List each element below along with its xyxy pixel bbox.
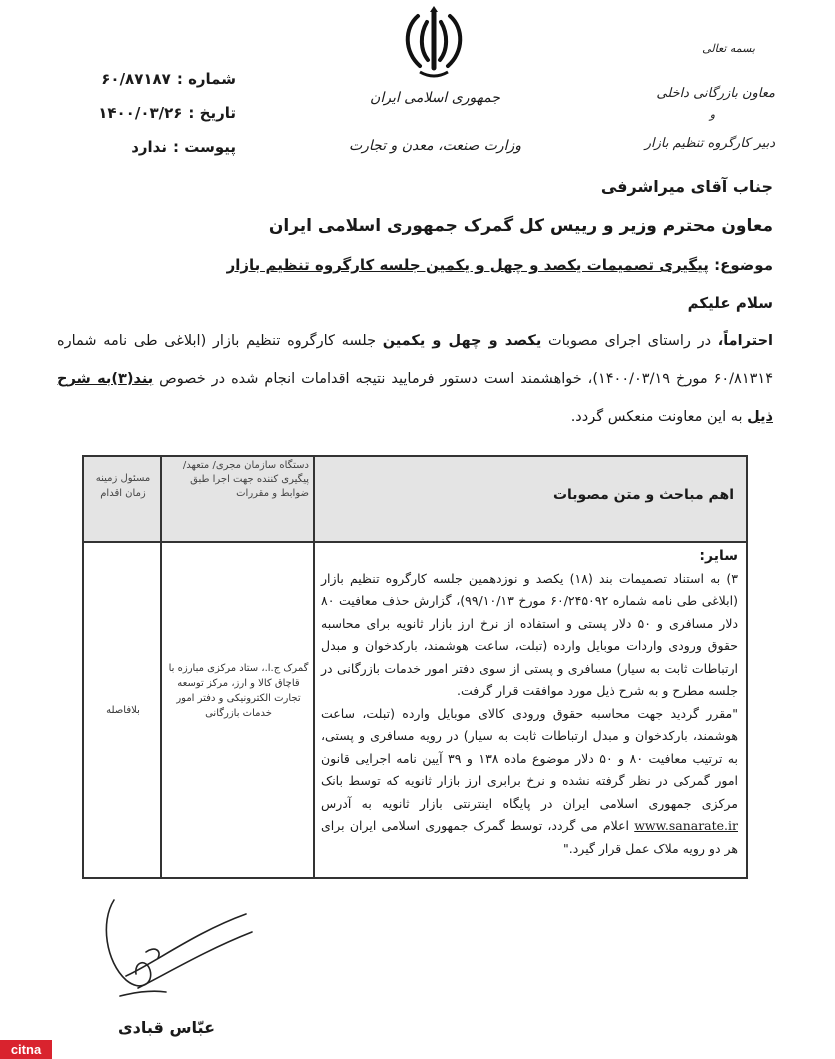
table-header bbox=[84, 457, 746, 543]
row-deadline-col bbox=[84, 541, 162, 877]
signer-name: عبّاس قبادی bbox=[118, 1018, 216, 1037]
date-value: ۱۴۰۰/۰۳/۲۶ bbox=[98, 104, 183, 122]
subject-label: موضوع: bbox=[714, 256, 773, 274]
letter-attachment bbox=[56, 138, 236, 156]
handnote-deputy: معاون بازرگانی داخلی bbox=[656, 86, 775, 101]
sanarate-link[interactable]: www.sanarate.ir bbox=[634, 818, 738, 833]
subject-line bbox=[227, 256, 773, 274]
para-underline: بند(۳)به شرح ذیل bbox=[57, 371, 773, 425]
letter-date bbox=[56, 104, 236, 122]
subject-text: پیگیری تصمیمات یکصد و چهل و یکمین جلسه کارگروه تنظیم بازار bbox=[226, 256, 709, 274]
greeting: سلام علیکم bbox=[687, 294, 773, 312]
svg-text:citna: citna bbox=[10, 1042, 42, 1057]
country-name: جمهوری اسلامی ایران bbox=[370, 90, 500, 106]
resolutions-table bbox=[82, 455, 748, 879]
row-text-1: ۳) به استناد تصمیمات بند (۱۸) یکصد و نوزدهمین جلسه کارگروه تنظیم بازار (ابلاغی طی نامه شماره ۶۰/۲۴۵۰۹۲ مورخ ۹۹/۱۰/۱۳)، گزارش حذف معافیت ۸۰ دلار مسافری و ۵۰ دلار پستی و استفاده از نرخ ارز بازار ثانویه برای محاسبه حقوق ورودی واردات موبایل وارده (تبلت، ساعت هوشمند، بارکدخوان و مبدل ارتباطات ثابت به سیار) مسافری و پستی از سوی دفتر امور خدمات بازرگانی در جلسه مطرح و به شرح ذیل مورد موافقت قرار گرفت. bbox=[321, 570, 739, 698]
iran-emblem-icon bbox=[398, 6, 470, 86]
para-part-3: به این معاونت منعکس گردد. bbox=[570, 409, 748, 425]
row-main-col bbox=[313, 541, 746, 877]
body-paragraph bbox=[57, 322, 773, 436]
header-resp: دستگاه سازمان مجری/ متعهد/ پیگیری کننده جهت اجرا طبق ضوابط و مقررات bbox=[182, 460, 309, 499]
row-heading: سایر: bbox=[699, 548, 738, 564]
addressee: جناب آقای میراشرفی bbox=[600, 177, 773, 196]
number-value: ۶۰/۸۷۱۸۷ bbox=[101, 70, 171, 88]
row-text-3: اعلام می گردد، توسط گمرک جمهوری اسلامی ایران برای هر دو رویه ملاک عمل قرار گیرد." bbox=[321, 818, 738, 856]
date-label: تاریخ : bbox=[188, 104, 236, 122]
number-label: شماره : bbox=[176, 70, 236, 88]
handnote-secretary: دبیر کارگروه تنظیم بازار bbox=[644, 136, 775, 151]
header-deadline: مسئول زمینه زمان اقدام bbox=[95, 473, 151, 499]
attachment-label: پیوست : bbox=[172, 138, 236, 156]
signature-icon bbox=[96, 892, 256, 1012]
header-main: اهم مباحث و متن مصوبات bbox=[552, 487, 734, 503]
handnote-bismillah: بسمه تعالی bbox=[702, 42, 755, 55]
attachment-value: ندارد bbox=[131, 138, 167, 156]
letter-number bbox=[56, 70, 236, 88]
para-part-1: در راستای اجرای مصوبات bbox=[541, 333, 718, 349]
row-text-2: "مقرر گردید جهت محاسبه حقوق ورودی کالای موبایل وارده (تبلت، ساعت هوشمند، بارکدخوان و مبدل ارتباطات ثابت به سیار) در رویه مسافری و پستی، به ترتیب معافیت ۸۰ و ۵۰ دلار موضوع ماده ۱۳۸ و ۳۹ آیین نامه اجرایی قانون امور گمرکی در نظر گرفته نشده و نرخ برابری ارز بازار ثانویه که توسط بانک مرکزی جمهوری اسلامی ایران در پایگاه اینترنتی بازار ثانویه به آدرس bbox=[321, 705, 739, 811]
row-responsible: گمرک ج.ا.، ستاد مرکزی مبارزه با قاچاق کالا و ارز، مرکز توسعه تجارت الکترونیکی و دفتر امور خدمات بازرگانی bbox=[168, 663, 309, 719]
handnote-and: و bbox=[709, 108, 715, 121]
ministry-name: وزارت صنعت، معدن و تجارت bbox=[348, 138, 522, 154]
para-bold: یکصد و چهل و یکمین bbox=[382, 333, 542, 349]
row-deadline: بلافاصله bbox=[106, 705, 140, 716]
row-text-2-block bbox=[321, 703, 738, 861]
header-resp-col bbox=[160, 457, 315, 541]
row-main-text bbox=[321, 545, 738, 860]
para-intro: احتراماً، bbox=[717, 333, 773, 349]
row-resp-col bbox=[160, 541, 315, 877]
citna-logo-icon bbox=[0, 1040, 52, 1059]
header-deadline-col bbox=[84, 457, 162, 541]
header-main-col bbox=[313, 457, 746, 541]
addressee-position: معاون محترم وزیر و رییس کل گمرک جمهوری اسلامی ایران bbox=[268, 216, 773, 236]
table-row bbox=[84, 541, 746, 877]
para-part-2: جلسه کارگروه تنظیم بازار (ابلاغی طی نامه شماره ۶۰/۸۱۳۱۴ مورخ ۱۴۰۰/۰۳/۱۹)، خواهشمند است دستور فرمایید نتیجه اقدامات انجام شده در خصوص bbox=[57, 333, 773, 387]
